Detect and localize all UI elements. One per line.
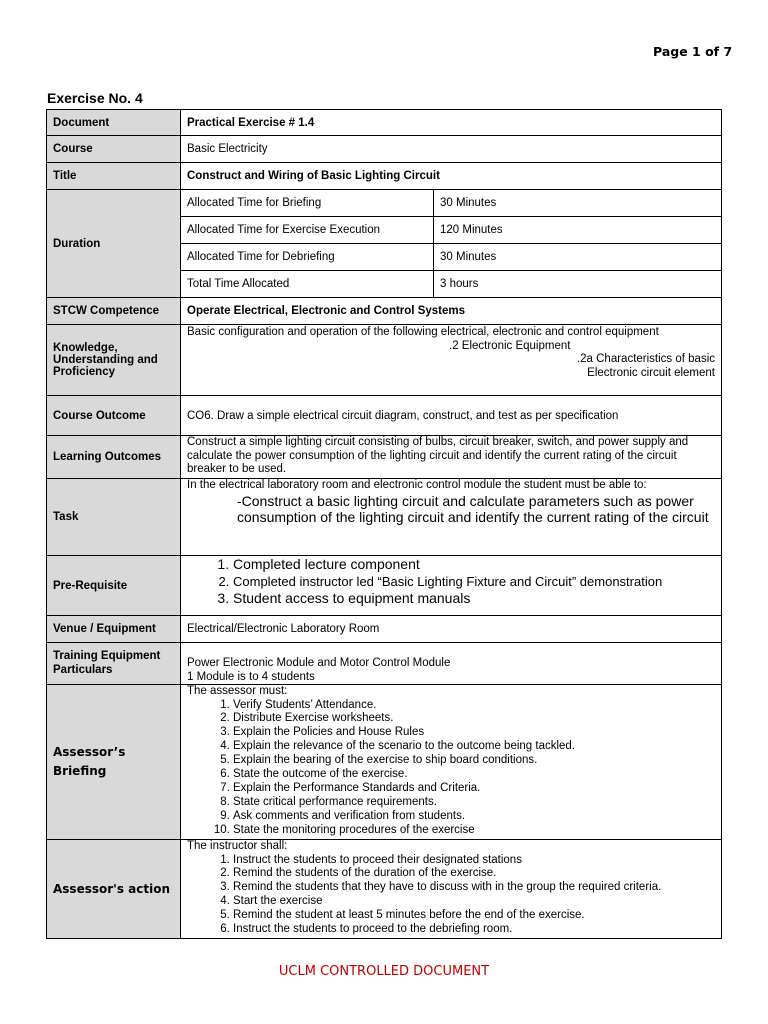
course-label: Course <box>47 136 181 163</box>
duration-item-time: 30 Minutes <box>434 244 722 271</box>
row-action <box>47 840 722 939</box>
row-course-outcome <box>47 396 722 436</box>
course-outcome-label: Course Outcome <box>47 396 181 436</box>
knowledge-label: Knowledge, Understanding and Proficiency <box>47 325 181 396</box>
action-item: 4. Start the exercise <box>233 895 715 909</box>
exercise-table <box>46 109 722 939</box>
duration-item-time: 120 Minutes <box>434 217 722 244</box>
prerequisite-list <box>187 556 715 607</box>
action-label: Assessor's action <box>47 840 181 939</box>
page-number: Page 1 of 7 <box>653 44 733 59</box>
task-detail: -Construct a basic lighting circuit and calculate parameters such as power consumption of the lighting circuit and identify the current rating of the circuit <box>237 492 709 525</box>
task-intro: In the electrical laboratory room and electronic control module the student must be able to: <box>187 479 647 491</box>
action-item: 5. Remind the student at least 5 minutes before the end of the exercise. <box>233 909 715 923</box>
row-venue <box>47 616 722 643</box>
venue-label: Venue / Equipment <box>47 616 181 643</box>
learning-outcomes-label: Learning Outcomes <box>47 436 181 479</box>
briefing-item: 2. Distribute Exercise worksheets. <box>233 712 715 726</box>
training-label: Training Equipment Particulars <box>47 643 181 685</box>
course-outcome-value: CO6. Draw a simple electrical circuit diagram, construct, and test as per specification <box>181 396 722 436</box>
knowledge-line: Basic configuration and operation of the following electrical, electronic and control equipment <box>187 326 659 338</box>
duration-item-name: Allocated Time for Debriefing <box>181 244 434 271</box>
row-document <box>47 110 722 136</box>
briefing-value <box>181 685 722 840</box>
training-line: 1 Module is to 4 students <box>187 670 315 683</box>
row-knowledge <box>47 325 722 396</box>
action-item: 2. Remind the students of the duration of the exercise. <box>233 867 715 881</box>
row-title <box>47 163 722 190</box>
row-duration <box>47 190 722 217</box>
row-training <box>47 643 722 685</box>
row-prerequisite <box>47 556 722 616</box>
document-label: Document <box>47 110 181 136</box>
briefing-item: 9. Ask comments and verification from students. <box>233 810 715 824</box>
duration-label: Duration <box>47 190 181 298</box>
duration-item-name: Allocated Time for Exercise Execution <box>181 217 434 244</box>
exercise-title: Exercise No. 4 <box>47 90 143 106</box>
title-label: Title <box>47 163 181 190</box>
briefing-intro: The assessor must: <box>187 685 288 697</box>
venue-value: Electrical/Electronic Laboratory Room <box>181 616 722 643</box>
knowledge-line: Electronic circuit element <box>587 366 715 379</box>
briefing-item: 1. Verify Students’ Attendance. <box>233 699 715 713</box>
prerequisite-item: 2. Completed instructor led “Basic Lighting Fixture and Circuit” demonstration <box>233 573 715 590</box>
prerequisite-item: 1. Completed lecture component <box>233 556 715 573</box>
row-briefing <box>47 685 722 840</box>
training-line: Power Electronic Module and Motor Control Module <box>187 657 451 669</box>
task-label: Task <box>47 479 181 556</box>
action-intro: The instructor shall: <box>187 840 288 852</box>
action-value <box>181 840 722 939</box>
prerequisite-label: Pre-Requisite <box>47 556 181 616</box>
stcw-label: STCW Competence <box>47 298 181 325</box>
controlled-document-footer: UCLM CONTROLLED DOCUMENT <box>278 964 490 979</box>
duration-item-name: Total Time Allocated <box>181 271 434 298</box>
row-stcw <box>47 298 722 325</box>
action-list <box>187 854 715 937</box>
briefing-item: 4. Explain the relevance of the scenario to the outcome being tackled. <box>233 740 715 754</box>
knowledge-line: .2 Electronic Equipment <box>449 339 571 352</box>
course-value: Basic Electricity <box>181 136 722 163</box>
action-item: 1. Instruct the students to proceed their designated stations <box>233 854 715 868</box>
briefing-item: 3. Explain the Policies and House Rules <box>233 726 715 740</box>
briefing-list <box>187 699 715 838</box>
briefing-item: 6. State the outcome of the exercise. <box>233 768 715 782</box>
title-value: Construct and Wiring of Basic Lighting Circuit <box>181 163 722 190</box>
training-value <box>181 643 722 685</box>
prerequisite-item: 3. Student access to equipment manuals <box>233 590 715 607</box>
learning-outcomes-value: Construct a simple lighting circuit consisting of bulbs, circuit breaker, switch, and power supply and calculate the power consumption of the lighting circuit and identify the current rating of the circuit breaker to be used. <box>181 436 722 479</box>
action-item: 3. Remind the students that they have to discuss with in the group the required criteria. <box>233 881 715 895</box>
briefing-item: 10. State the monitoring procedures of the exercise <box>233 824 715 838</box>
row-task <box>47 479 722 556</box>
action-item: 6. Instruct the students to proceed to the debriefing room. <box>233 923 715 937</box>
knowledge-line: .2a Characteristics of basic <box>576 353 715 365</box>
briefing-item: 7. Explain the Performance Standards and Criteria. <box>233 782 715 796</box>
duration-item-time: 30 Minutes <box>434 190 722 217</box>
row-learning-outcomes <box>47 436 722 479</box>
duration-item-time: 3 hours <box>434 271 722 298</box>
knowledge-value <box>181 325 722 396</box>
briefing-item: 8. State critical performance requirements. <box>233 796 715 810</box>
briefing-item: 5. Explain the bearing of the exercise to ship board conditions. <box>233 754 715 768</box>
task-value <box>181 479 722 556</box>
prerequisite-value <box>181 556 722 616</box>
row-course <box>47 136 722 163</box>
stcw-value: Operate Electrical, Electronic and Control Systems <box>181 298 722 325</box>
duration-item-name: Allocated Time for Briefing <box>181 190 434 217</box>
briefing-label: Assessor’s Briefing <box>47 685 181 840</box>
document-value: Practical Exercise # 1.4 <box>181 110 722 136</box>
